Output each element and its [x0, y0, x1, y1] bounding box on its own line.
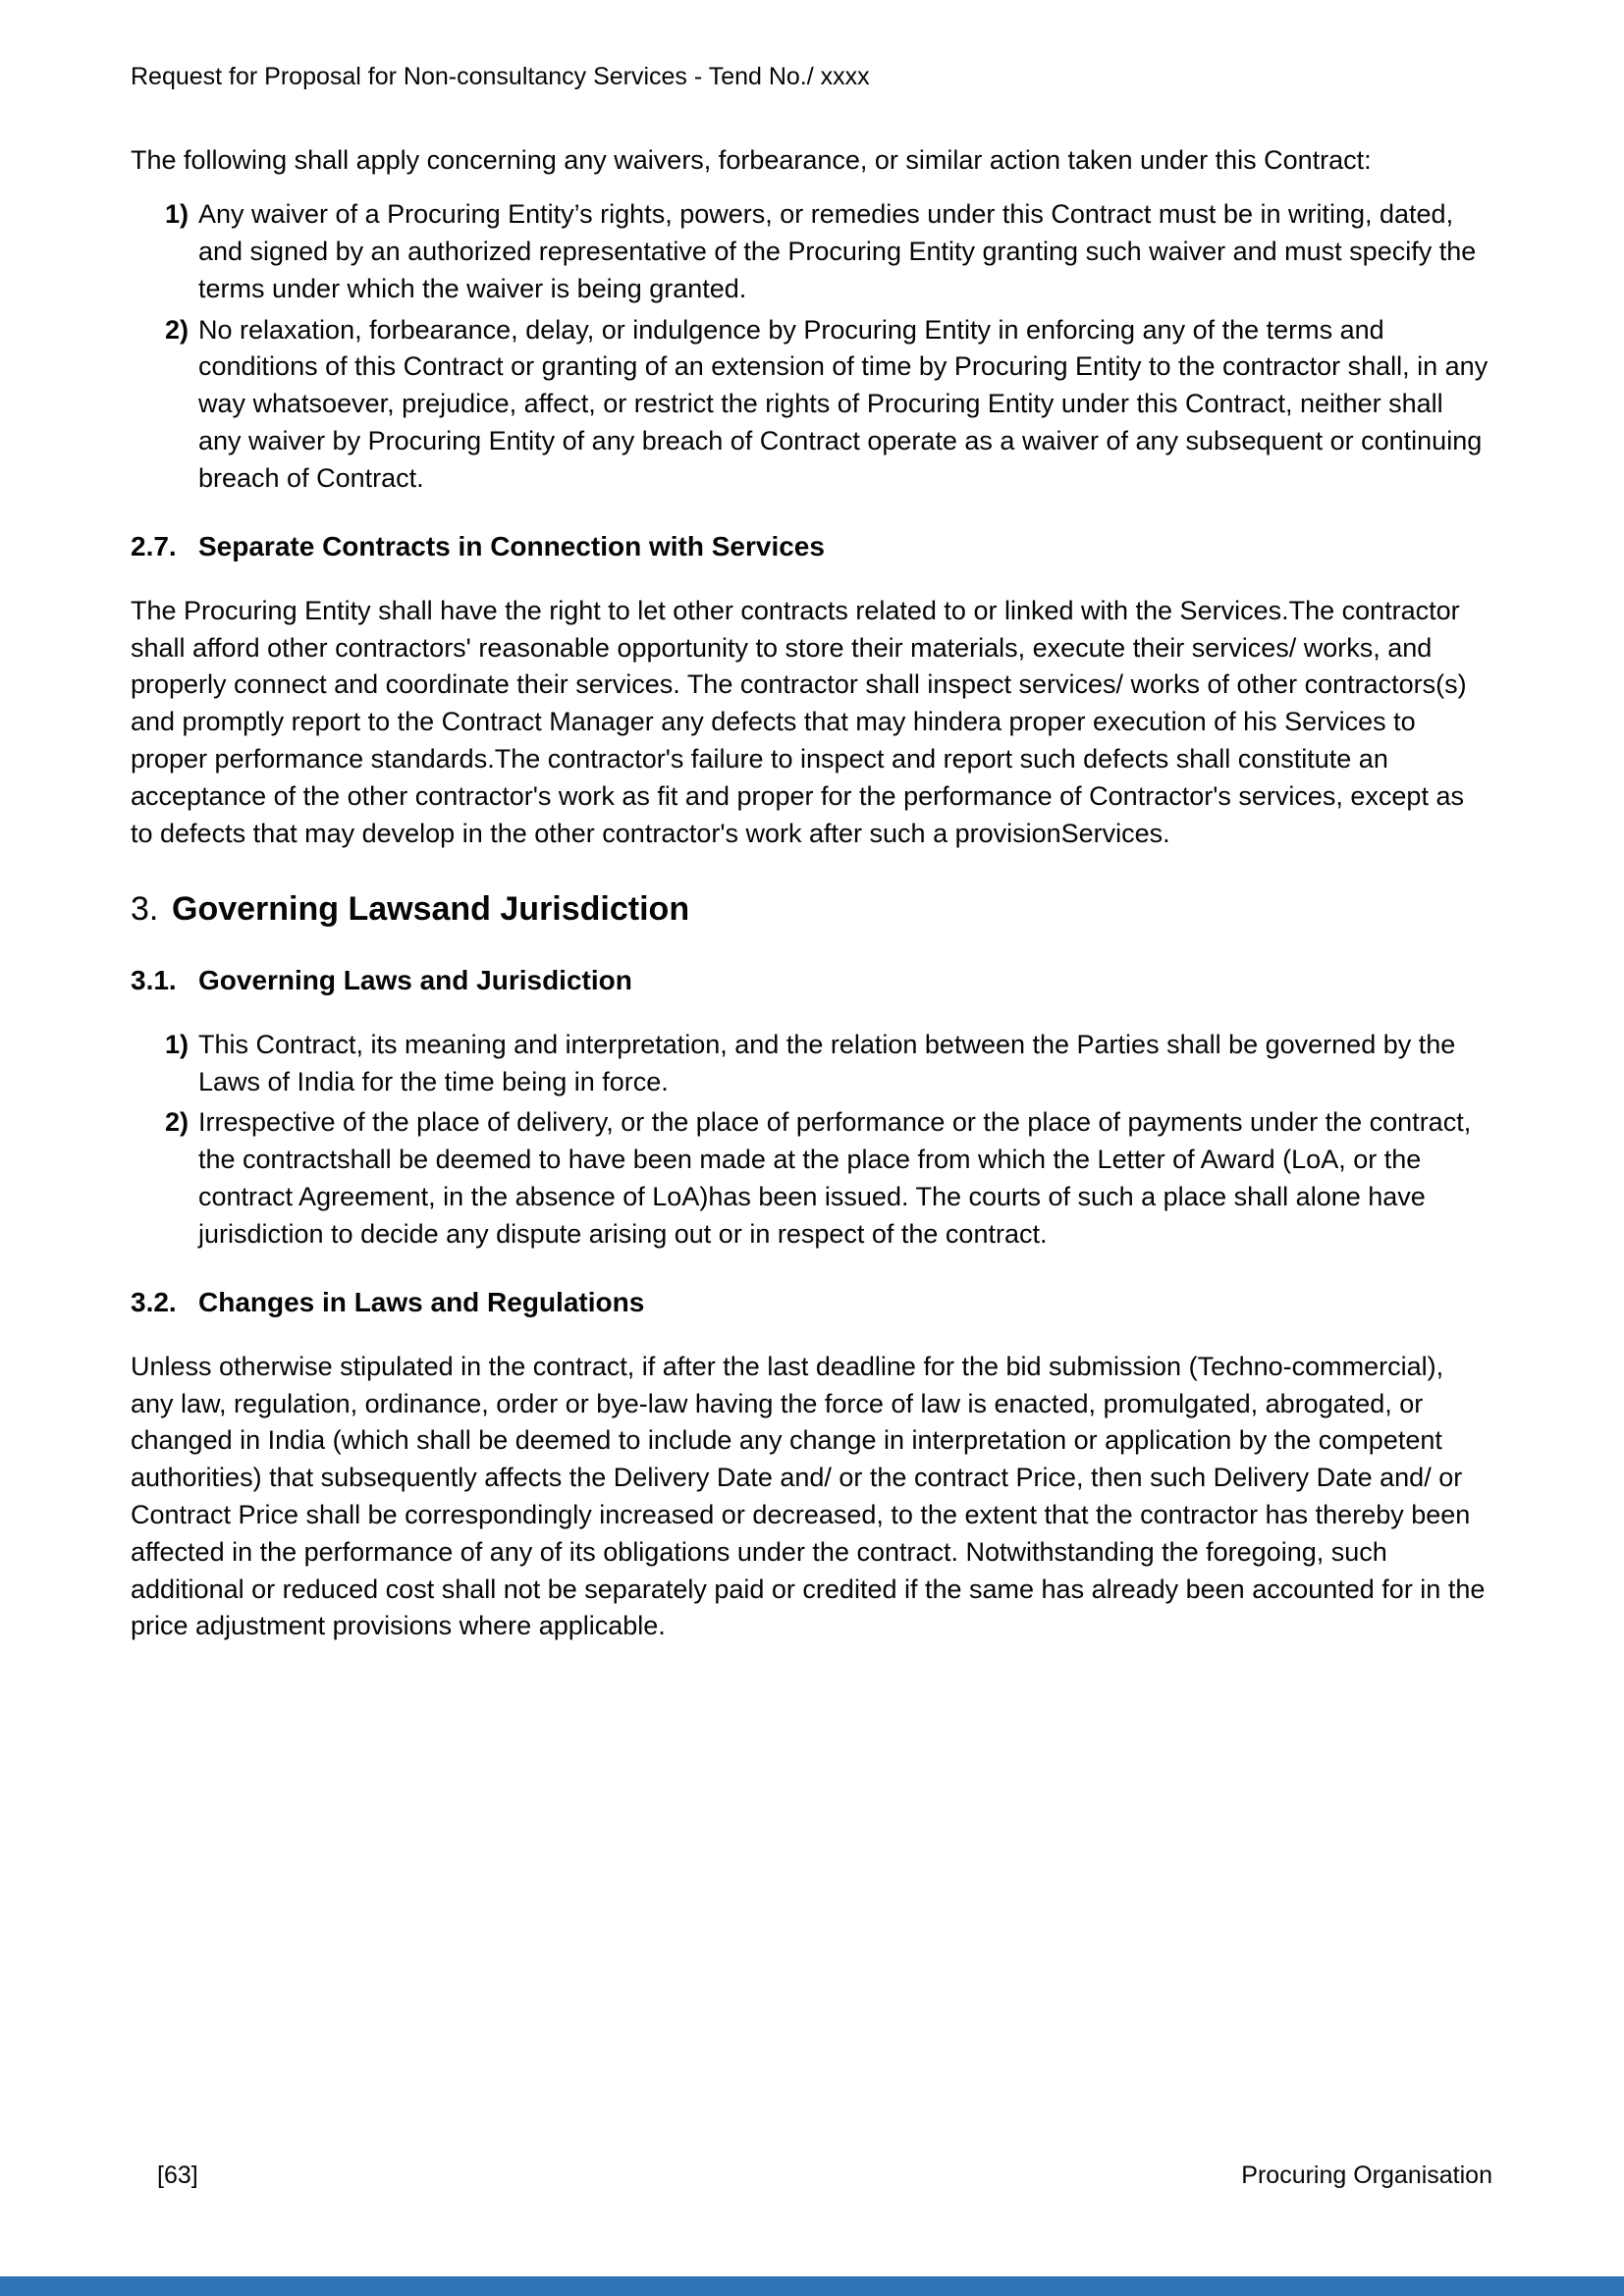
section-title: Governing Laws and Jurisdiction [198, 964, 632, 995]
bottom-accent-bar [0, 2276, 1624, 2296]
list-item [131, 1104, 1492, 1253]
intro-paragraph: The following shall apply concerning any waivers, forbearance, or similar action taken under this Contract: [131, 144, 1372, 175]
chapter-title: Governing Lawsand Jurisdiction [172, 890, 690, 929]
list-item [131, 312, 1492, 498]
list-item [131, 1027, 1492, 1101]
list-item-text: Irrespective of the place of delivery, or the place of performance or the place of payments under the contract, the contractshall be deemed to have been made at the place from which the Letter of Award (LoA, or the contract Agreement, in the absence of LoA)has been issued. The courts of such a place shall alone have jurisdiction to decide any dispute arising out or in respect of the contract. [198, 1107, 1472, 1249]
page-footer [131, 2160, 1492, 2192]
list-item-marker: 1) [165, 1029, 189, 1059]
section-title: Separate Contracts in Connection with Services [198, 530, 825, 561]
section-2-7-body: The Procuring Entity shall have the right to let other contracts related to or linked with the Services.The contractor shall afford other contractors' reasonable opportunity to store their materials, execute their services/ works, and properly connect and coordinate their services. The contractor shall inspect services/ works of other contractors(s) and promptly report to the Contract Manager any defects that may hindera proper execution of his Services to proper performance standards.The contractor's failure to inspect and report such defects shall constitute an acceptance of the other contractor's work as fit and proper for the performance of Contractor's services, except as to defects that may develop in the other contractor's work after such a provisionServices. [131, 595, 1467, 848]
document-header: Request for Proposal for Non-consultancy Services - Tend No./ xxxx [131, 63, 870, 90]
list-item-text: This Contract, its meaning and interpretation, and the relation between the Parties shall be governed by the Laws of India for the time being in force. [198, 1029, 1456, 1096]
section-heading-3-2 [131, 1283, 1492, 1321]
chapter-number: 3. [131, 890, 159, 929]
list-item-marker: 2) [165, 1107, 189, 1138]
section-3-2-body: Unless otherwise stipulated in the contract, if after the last deadline for the bid submission (Techno-commercial), any law, regulation, ordinance, order or bye-law having the force of law is enacted, promulgated, abrogated, or changed in India (which shall be deemed to include any change in interpretation or application by the competent authorities) that subsequently affects the Delivery Date and/ or the contract Price, then such Delivery Date and/ or Contract Price shall be correspondingly increased or decreased, to the extent that the contractor has thereby been affected in the performance of any of its obligations under the contract. Notwithstanding the foregoing, such additional or reduced cost shall not be separately paid or credited if the same has already been accounted for in the price adjustment provisions where applicable. [131, 1351, 1486, 1641]
jurisdiction-list [131, 1027, 1492, 1254]
list-item [131, 196, 1492, 307]
section-number: 2.7. [131, 530, 177, 561]
list-item-marker: 2) [165, 314, 189, 345]
page-number: [63] [157, 2162, 198, 2189]
section-heading-2-7 [131, 527, 1492, 565]
footer-organisation: Procuring Organisation [1241, 2162, 1492, 2189]
section-number: 3.1. [131, 964, 177, 995]
list-item-marker: 1) [165, 199, 189, 230]
list-item-text: No relaxation, forbearance, delay, or indulgence by Procuring Entity in enforcing any of the terms and conditions of this Contract or granting of an extension of time by Procuring Entity to the contractor shall, in any way whatsoever, prejudice, affect, or restrict the rights of Procuring Entity under this Contract, neither shall any waiver by Procuring Entity of any breach of Contract operate as a waiver of any subsequent or continuing breach of Contract. [198, 314, 1489, 493]
section-number: 3.2. [131, 1286, 177, 1317]
list-item-text: Any waiver of a Procuring Entity’s rights, powers, or remedies under this Contract must be in writing, dated, and signed by an authorized representative of the Procuring Entity granting such waiver and must specify the terms under which the waiver is being granted. [198, 199, 1477, 303]
section-heading-3-1 [131, 961, 1492, 999]
chapter-heading-3 [131, 887, 1492, 931]
section-title: Changes in Laws and Regulations [198, 1286, 645, 1317]
waiver-list [131, 196, 1492, 497]
